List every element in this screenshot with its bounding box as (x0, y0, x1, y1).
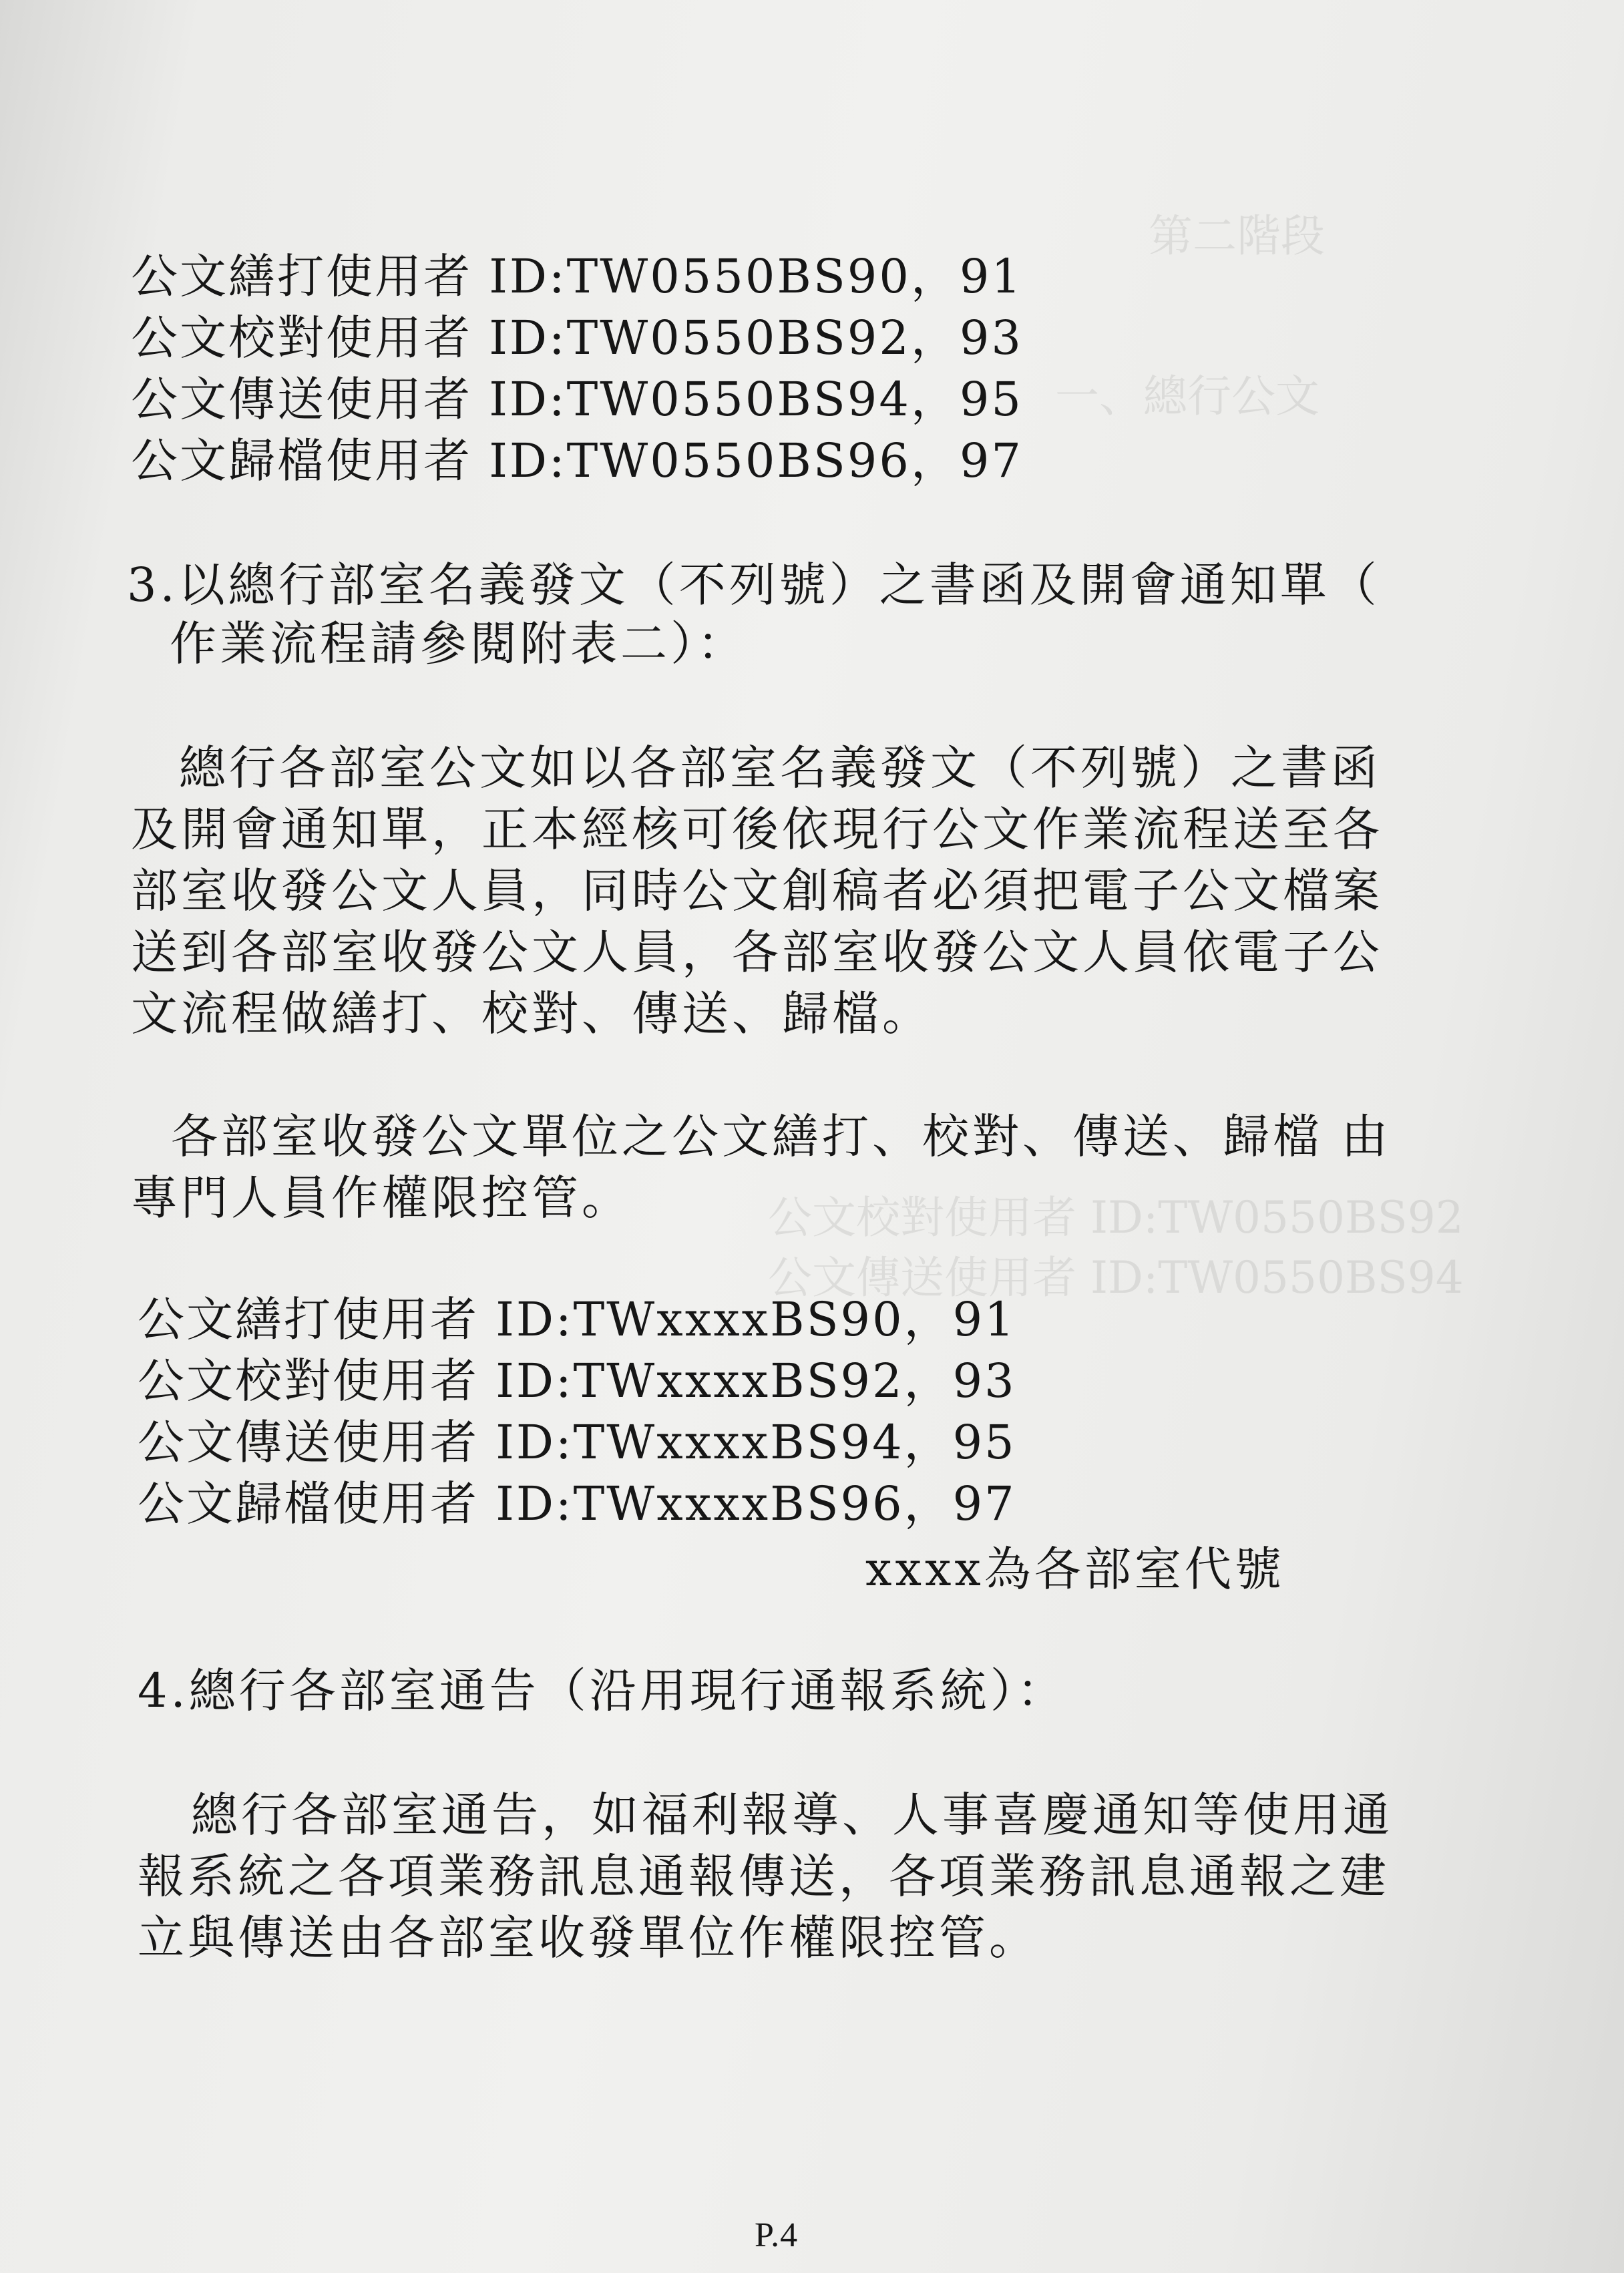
section4-para-line1: 總行各部室通告，如福利報導、人事喜慶通知等使用通 (191, 1788, 1393, 1842)
section3-id-line-1: 公文繕打使用者 ID:TWxxxxBS90，91 (138, 1292, 1016, 1347)
section3-heading-line1: 3.以總行部室名義發文（不列號）之書函及開會通知單（ (127, 558, 1380, 612)
page-number: P.4 (755, 2216, 799, 2254)
top-id-line-1: 公文繕打使用者 ID:TW0550BS90，91 (131, 249, 1023, 304)
section3-para2-line2: 專門人員作權限控管。 (131, 1171, 632, 1225)
section3-department-code-note: xxxx為各部室代號 (865, 1542, 1285, 1597)
section3-para1-line5: 文流程做繕打、校對、傳送、歸檔。 (131, 986, 932, 1041)
section3-para1-line4: 送到各部室收發公文人員，各部室收發公文人員依電子公 (131, 925, 1383, 980)
section3-para1-line2: 及開會通知單，正本經核可後依現行公文作業流程送至各 (131, 802, 1383, 857)
top-id-line-2: 公文校對使用者 ID:TW0550BS92，93 (131, 311, 1023, 365)
top-id-line-3: 公文傳送使用者 ID:TW0550BS94，95 (131, 372, 1023, 427)
section4-heading: 4.總行各部室通告（沿用現行通報系統）： (138, 1663, 1067, 1718)
section3-heading-line2: 作業流程請參閱附表二）： (170, 616, 747, 671)
bleed-through-4: 公文傳送使用者 ID:TW0550BS94 (768, 1252, 1464, 1303)
bleed-through-2: 一、總行公文 (1055, 371, 1320, 422)
section3-para1-line1: 總行各部室公文如以各部室名義發文（不列號）之書函 (179, 741, 1381, 795)
bleed-through-1: 第二階段 (1149, 210, 1325, 262)
section4-para-line3: 立與傳送由各部室收發單位作權限控管。 (138, 1910, 1039, 1965)
section3-id-line-3: 公文傳送使用者 ID:TWxxxxBS94，95 (138, 1415, 1016, 1470)
top-id-line-4: 公文歸檔使用者 ID:TW0550BS96，97 (131, 433, 1023, 488)
section3-id-line-2: 公文校對使用者 ID:TWxxxxBS92，93 (138, 1354, 1016, 1408)
section3-para2-line1: 各部室收發公文單位之公文繕打、校對、傳送、歸檔 由 (171, 1109, 1392, 1164)
section3-id-line-4: 公文歸檔使用者 ID:TWxxxxBS96，97 (138, 1476, 1016, 1531)
section4-para-line2: 報系統之各項業務訊息通報傳送，各項業務訊息通報之建 (138, 1849, 1390, 1904)
section3-para1-line3: 部室收發公文人員，同時公文創稿者必須把電子公文檔案 (131, 863, 1383, 918)
bleed-through-3: 公文校對使用者 ID:TW0550BS92 (768, 1192, 1464, 1243)
